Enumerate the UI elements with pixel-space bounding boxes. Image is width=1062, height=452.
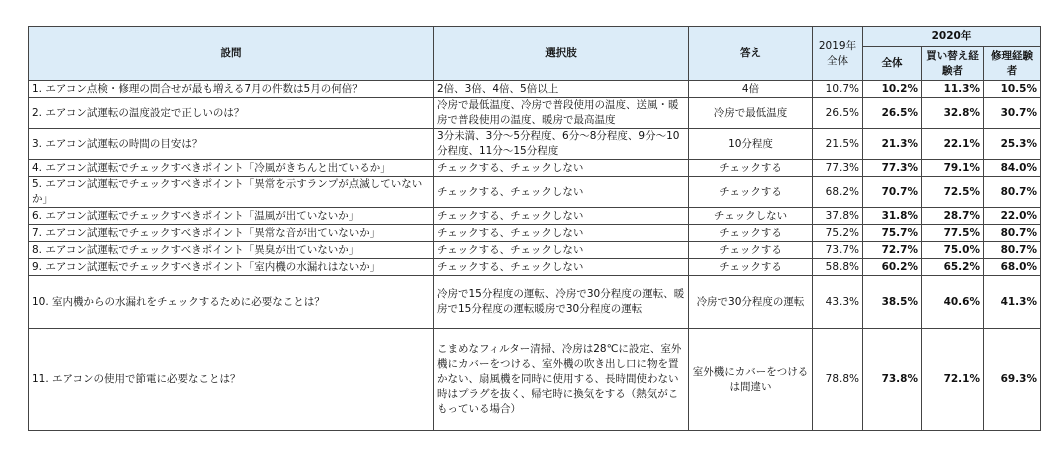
- y2019-cell: 77.3%: [813, 160, 863, 177]
- all-2020-cell: 10.2%: [863, 81, 922, 98]
- table-row: [29, 81, 1041, 98]
- table-row: [29, 225, 1041, 242]
- all-2020-cell: 26.5%: [863, 98, 922, 129]
- replace-2020-cell: 40.6%: [922, 276, 984, 329]
- answer-cell: チェックする: [689, 259, 813, 276]
- choices-cell: チェックする、チェックしない: [434, 177, 689, 208]
- header-2020-repair: 修理経験者: [984, 47, 1041, 81]
- y2019-cell: 26.5%: [813, 98, 863, 129]
- all-2020-cell: 77.3%: [863, 160, 922, 177]
- table-row: [29, 98, 1041, 129]
- header-2020-all: 全体: [863, 47, 922, 81]
- choices-cell: 冷房で15分程度の運転、冷房で30分程度の運転、暖房で15分程度の運転暖房で30分程度の運転: [434, 276, 689, 329]
- replace-2020-cell: 22.1%: [922, 129, 984, 160]
- y2019-cell: 75.2%: [813, 225, 863, 242]
- replace-2020-cell: 72.1%: [922, 329, 984, 431]
- table-row: [29, 329, 1041, 431]
- repair-2020-cell: 41.3%: [984, 276, 1041, 329]
- all-2020-cell: 38.5%: [863, 276, 922, 329]
- answer-cell: チェックする: [689, 225, 813, 242]
- all-2020-cell: 31.8%: [863, 208, 922, 225]
- question-cell: 7. エアコン試運転でチェックすべきポイント「異常な音が出ていないか」: [29, 225, 434, 242]
- replace-2020-cell: 75.0%: [922, 242, 984, 259]
- table-row: [29, 242, 1041, 259]
- y2019-cell: 68.2%: [813, 177, 863, 208]
- header-2020-replace: 買い替え経験者: [922, 47, 984, 81]
- question-cell: 11. エアコンの使用で節電に必要なことは？: [29, 329, 434, 431]
- question-cell: 8. エアコン試運転でチェックすべきポイント「異臭が出ていないか」: [29, 242, 434, 259]
- choices-cell: 3分未満、3分～5分程度、6分～8分程度、9分～10分程度、11分～15分程度: [434, 129, 689, 160]
- y2019-cell: 73.7%: [813, 242, 863, 259]
- all-2020-cell: 73.8%: [863, 329, 922, 431]
- choices-cell: 2倍、3倍、4倍、5倍以上: [434, 81, 689, 98]
- choices-cell: こまめなフィルター清掃、冷房は28℃に設定、室外機にカバーをつける、室外機の吹き出し口に物を置かない、扇風機を同時に使用する、長時間使わない時はプラグを抜く、帰宅時に換気をする（熱気がこもっている場合）: [434, 329, 689, 431]
- answer-cell: 冷房で30分程度の運転: [689, 276, 813, 329]
- all-2020-cell: 21.3%: [863, 129, 922, 160]
- y2019-cell: 58.8%: [813, 259, 863, 276]
- replace-2020-cell: 28.7%: [922, 208, 984, 225]
- replace-2020-cell: 32.8%: [922, 98, 984, 129]
- replace-2020-cell: 72.5%: [922, 177, 984, 208]
- y2019-cell: 37.8%: [813, 208, 863, 225]
- repair-2020-cell: 25.3%: [984, 129, 1041, 160]
- all-2020-cell: 72.7%: [863, 242, 922, 259]
- header-choices: 選択肢: [434, 27, 689, 81]
- table-row: [29, 259, 1041, 276]
- repair-2020-cell: 22.0%: [984, 208, 1041, 225]
- all-2020-cell: 75.7%: [863, 225, 922, 242]
- all-2020-cell: 70.7%: [863, 177, 922, 208]
- replace-2020-cell: 77.5%: [922, 225, 984, 242]
- choices-cell: チェックする、チェックしない: [434, 208, 689, 225]
- answer-cell: 室外機にカバーをつけるは間違い: [689, 329, 813, 431]
- y2019-cell: 43.3%: [813, 276, 863, 329]
- repair-2020-cell: 84.0%: [984, 160, 1041, 177]
- y2019-cell: 10.7%: [813, 81, 863, 98]
- repair-2020-cell: 68.0%: [984, 259, 1041, 276]
- answer-cell: チェックする: [689, 177, 813, 208]
- question-cell: 2. エアコン試運転の温度設定で正しいのは？: [29, 98, 434, 129]
- question-cell: 3. エアコン試運転の時間の目安は？: [29, 129, 434, 160]
- choices-cell: チェックする、チェックしない: [434, 225, 689, 242]
- y2019-cell: 21.5%: [813, 129, 863, 160]
- answer-cell: チェックする: [689, 160, 813, 177]
- header-2020: 2020年: [863, 27, 1041, 47]
- header-question: 設問: [29, 27, 434, 81]
- choices-cell: チェックする、チェックしない: [434, 160, 689, 177]
- replace-2020-cell: 11.3%: [922, 81, 984, 98]
- repair-2020-cell: 80.7%: [984, 177, 1041, 208]
- table-row: [29, 129, 1041, 160]
- question-cell: 6. エアコン試運転でチェックすべきポイント「温風が出ていないか」: [29, 208, 434, 225]
- replace-2020-cell: 79.1%: [922, 160, 984, 177]
- table-row: [29, 177, 1041, 208]
- choices-cell: チェックする、チェックしない: [434, 259, 689, 276]
- survey-results-table: [28, 26, 1041, 431]
- choices-cell: 冷房で最低温度、冷房で普段使用の温度、送風・暖房で普段使用の温度、暖房で最高温度: [434, 98, 689, 129]
- header-answer: 答え: [689, 27, 813, 81]
- table-row: [29, 160, 1041, 177]
- repair-2020-cell: 80.7%: [984, 225, 1041, 242]
- question-cell: 1. エアコン点検・修理の問合せが最も増える7月の件数は5月の何倍？: [29, 81, 434, 98]
- repair-2020-cell: 10.5%: [984, 81, 1041, 98]
- question-cell: 4. エアコン試運転でチェックすべきポイント「冷風がきちんと出ているか」: [29, 160, 434, 177]
- all-2020-cell: 60.2%: [863, 259, 922, 276]
- choices-cell: チェックする、チェックしない: [434, 242, 689, 259]
- header-row-1: [29, 27, 1041, 47]
- answer-cell: 10分程度: [689, 129, 813, 160]
- question-cell: 9. エアコン試運転でチェックすべきポイント「室内機の水漏れはないか」: [29, 259, 434, 276]
- answer-cell: チェックしない: [689, 208, 813, 225]
- header-2019-all: 2019年全体: [813, 27, 863, 81]
- answer-cell: 冷房で最低温度: [689, 98, 813, 129]
- y2019-cell: 78.8%: [813, 329, 863, 431]
- replace-2020-cell: 65.2%: [922, 259, 984, 276]
- table-row: [29, 276, 1041, 329]
- question-cell: 5. エアコン試運転でチェックすべきポイント「異常を示すランプが点滅していないか」: [29, 177, 434, 208]
- repair-2020-cell: 69.3%: [984, 329, 1041, 431]
- answer-cell: チェックする: [689, 242, 813, 259]
- answer-cell: 4倍: [689, 81, 813, 98]
- question-cell: 10. 室内機からの水漏れをチェックするために必要なことは？: [29, 276, 434, 329]
- repair-2020-cell: 30.7%: [984, 98, 1041, 129]
- table-row: [29, 208, 1041, 225]
- repair-2020-cell: 80.7%: [984, 242, 1041, 259]
